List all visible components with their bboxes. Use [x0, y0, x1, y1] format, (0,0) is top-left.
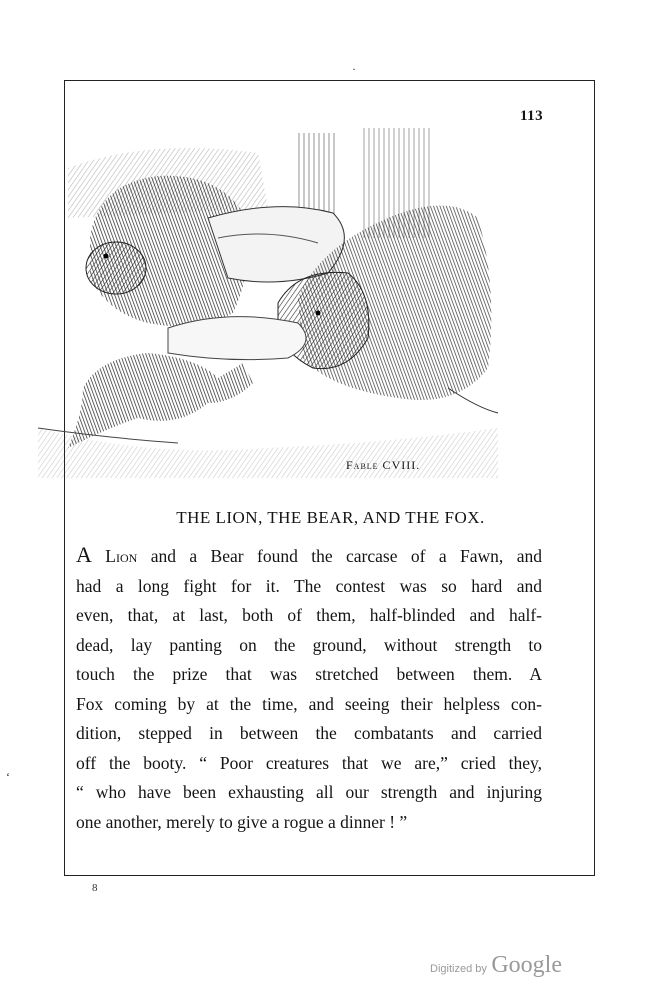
text-line: Fox coming by at the time, and seeing their helpless con-	[76, 693, 542, 714]
text-line: dition, stepped in between the combatants and carried	[76, 723, 542, 743]
text-line: dead, lay panting on the ground, without strength to	[76, 634, 542, 655]
text-line: one another, merely to give a rogue a dinner ! ”	[76, 811, 408, 832]
signature-mark: 8	[92, 882, 98, 894]
drop-cap: A	[76, 542, 92, 567]
text-line-rest: and a Bear found the carcase of a Fawn, and	[137, 546, 542, 566]
stray-dot: ·	[352, 62, 356, 76]
fable-illustration	[28, 128, 508, 478]
fable-text	[76, 540, 542, 837]
digitized-watermark	[430, 952, 562, 979]
text-line: had a long fight for it. The contest was so hard and	[76, 575, 542, 596]
smallcaps-word: Lion	[91, 546, 138, 566]
text-line: off the booty. “ Poor creatures that we are,” cried they,	[76, 752, 542, 773]
google-logo: Google	[491, 952, 562, 978]
margin-mark: ‘	[6, 770, 10, 784]
fable-title: THE LION, THE BEAR, AND THE FOX.	[176, 508, 485, 527]
text-line: touch the prize that was stretched between them. A	[76, 664, 542, 684]
engraving-image	[28, 128, 508, 478]
watermark-prefix: Digitized by	[430, 963, 487, 975]
text-line: even, that, at last, both of them, half-blinded and half-	[76, 605, 542, 625]
text-line	[76, 540, 542, 572]
illustration-caption: Fable CVIII.	[346, 458, 421, 472]
page-number: 113	[520, 108, 544, 124]
text-line: “ who have been exhausting all our strength and injuring	[76, 782, 542, 802]
